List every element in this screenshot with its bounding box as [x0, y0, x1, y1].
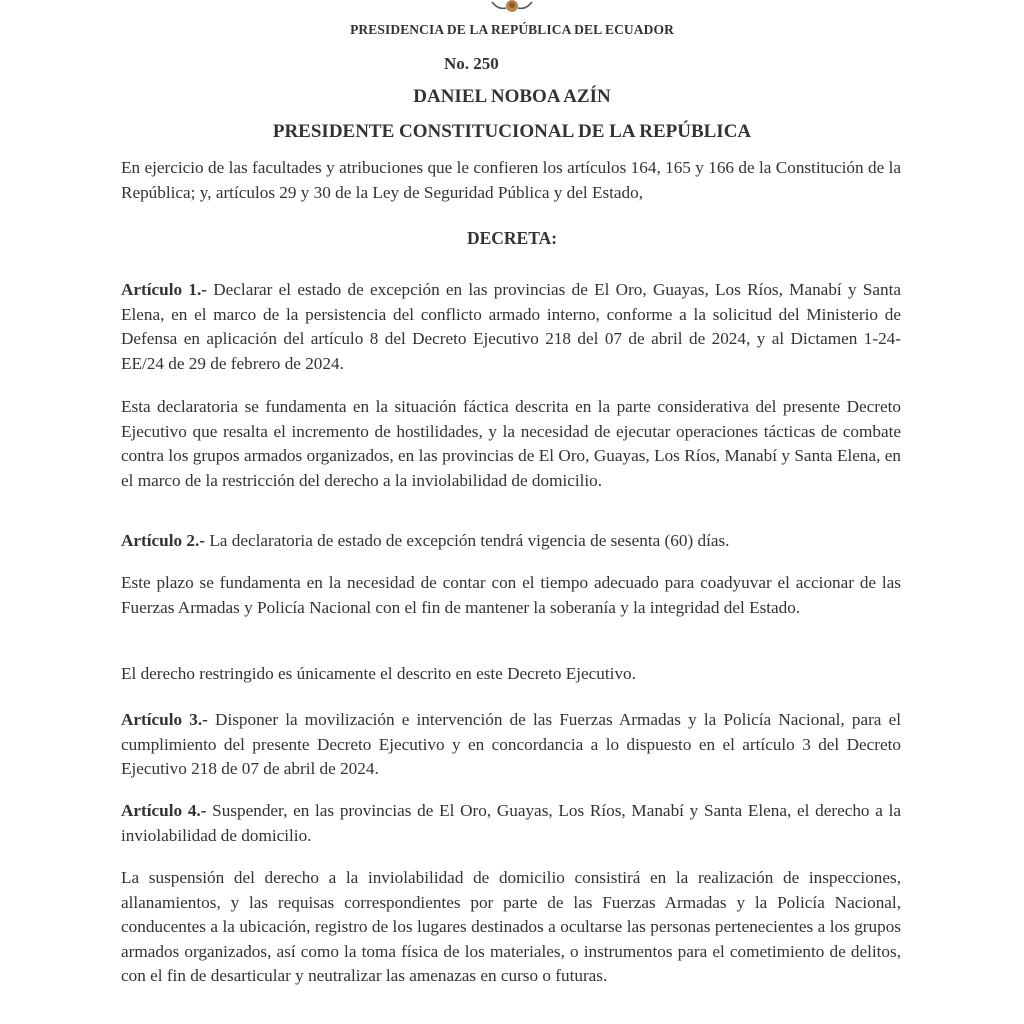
article-2-paragraph	[121, 571, 901, 620]
article-4	[121, 799, 901, 848]
preamble-text: En ejercicio de las facultades y atribuciones que le confieren los artículos 164, 165 y 166 de la Constitución de la República; y, artículos 29 y 30 de la Ley de Seguridad Pública y del Estado,	[121, 158, 901, 202]
article-label: Artículo 1.-	[121, 280, 207, 299]
article-3	[121, 708, 901, 782]
president-name: DANIEL NOBOA AZÍN	[413, 86, 611, 107]
article-2	[121, 529, 901, 554]
paragraph-text: El derecho restringido es únicamente el descrito en este Decreto Ejecutivo.	[121, 664, 636, 683]
article-text: Suspender, en las provincias de El Oro, Guayas, Los Ríos, Manabí y Santa Elena, el derecho a la inviolabilidad de domicilio.	[121, 801, 901, 845]
coat-of-arms-icon	[488, 0, 536, 14]
article-label: Artículo 4.-	[121, 801, 207, 820]
article-4-paragraph	[121, 866, 901, 989]
president-title: PRESIDENTE CONSTITUCIONAL DE LA REPÚBLICA	[272, 121, 752, 142]
article-label: Artículo 2.-	[121, 531, 206, 550]
paragraph-text: Esta declaratoria se fundamenta en la situación fáctica descrita en la parte considerativa del presente Decreto Ejecutivo que resalta el incremento de hostilidades, y la necesidad de ejecutar operaciones tácticas de combate contra los grupos armados organizados, en las provincias de El Oro, Guayas, Los Ríos, Manabí y Santa Elena, en el marco de la restricción del derecho a la inviolabilidad de domicilio.	[121, 397, 901, 490]
article-2-paragraph	[121, 662, 901, 687]
decreta-heading: DECRETA:	[466, 228, 558, 248]
article-1-paragraph	[121, 395, 901, 493]
article-text: La declaratoria de estado de excepción tendrá vigencia de sesenta (60) días.	[205, 531, 730, 550]
article-text: Disponer la movilización e intervención de las Fuerzas Armadas y la Policía Nacional, para el cumplimiento del presente Decreto Ejecutivo y en concordancia a lo dispuesto en el artículo 3 del Decreto Ejecutivo 218 de 07 de abril de 2024.	[121, 710, 901, 778]
institution-header: PRESIDENCIA DE LA REPÚBLICA DEL ECUADOR	[350, 22, 674, 37]
article-label: Artículo 3.-	[121, 710, 208, 729]
article-1	[121, 278, 901, 376]
preamble	[121, 156, 901, 205]
paragraph-text: La suspensión del derecho a la inviolabilidad de domicilio consistirá en la realización de inspecciones, allanamientos, y las requisas correspondientes por parte de las Fuerzas Armadas y la Policía Nacional, conducentes a la ubicación, registro de los lugares destinados a ocultarse las personas pertenecientes a los grupos armados organizados, así como la toma física de los materiales, o instrumentos para el cometimiento de delitos, con el fin de desarticular y neutralizar las amenazas en curso o futuras.	[121, 868, 901, 985]
decree-number: No. 250	[444, 54, 499, 73]
paragraph-text: Este plazo se fundamenta en la necesidad de contar con el tiempo adecuado para coadyuvar el accionar de las Fuerzas Armadas y Policía Nacional con el fin de mantener la soberanía y la integridad del Estado.	[121, 573, 901, 617]
article-text: Declarar el estado de excepción en las provincias de El Oro, Guayas, Los Ríos, Manabí y Santa Elena, en el marco de la persistencia del conflicto armado interno, conforme a la solicitud del Ministerio de Defensa en aplicación del artículo 8 del Decreto Ejecutivo 218 del 07 de abril de 2024, y al Dictamen 1-24-EE/24 de 29 de febrero de 2024.	[121, 280, 901, 373]
